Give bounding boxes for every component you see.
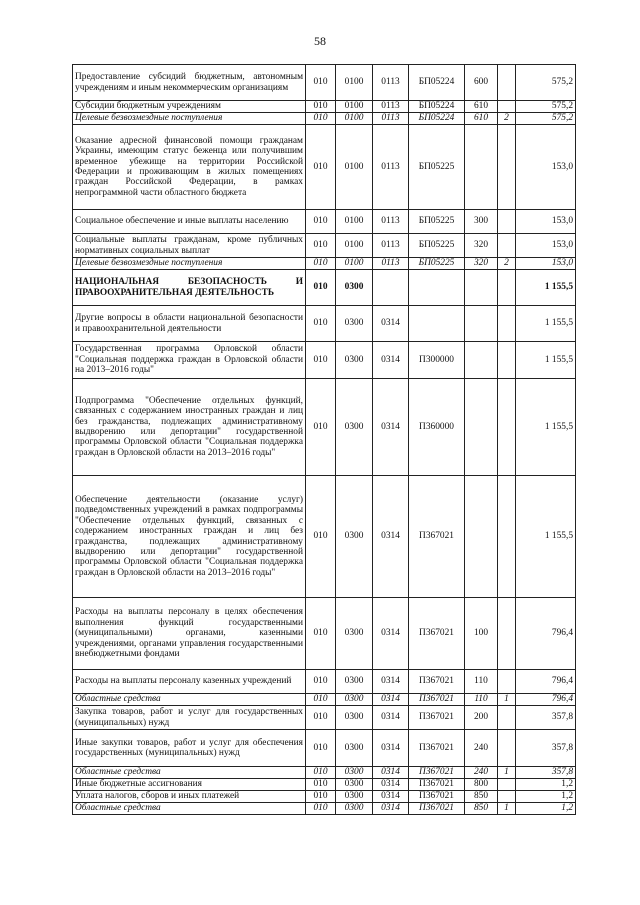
target-article-cell xyxy=(409,306,465,342)
amount-cell: 357,8 xyxy=(516,767,576,779)
subsection-code-cell: 0314 xyxy=(373,803,409,815)
source-code-cell xyxy=(498,598,516,670)
table-row xyxy=(73,767,576,779)
table-row xyxy=(73,306,576,342)
target-article-cell: П367021 xyxy=(409,476,465,598)
target-article-cell: БП05225 xyxy=(409,258,465,270)
target-article-cell: БП05224 xyxy=(409,65,465,101)
section-code-cell: 0300 xyxy=(336,270,373,306)
expense-type-cell: 100 xyxy=(465,598,498,670)
target-article-cell: БП05225 xyxy=(409,125,465,210)
page-number: 58 xyxy=(314,34,326,48)
amount-cell: 796,4 xyxy=(516,694,576,706)
admin-code-cell: 010 xyxy=(306,767,336,779)
admin-code-cell: 010 xyxy=(306,258,336,270)
section-code-cell: 0300 xyxy=(336,379,373,476)
row-name-cell: Социальное обеспечение и иные выплаты населению xyxy=(73,210,306,234)
subsection-code-cell: 0314 xyxy=(373,730,409,767)
amount-cell: 796,4 xyxy=(516,598,576,670)
amount-cell: 1,2 xyxy=(516,803,576,815)
amount-cell: 796,4 xyxy=(516,670,576,694)
table-row xyxy=(73,730,576,767)
source-code-cell xyxy=(498,706,516,730)
table-row xyxy=(73,125,576,210)
source-code-cell xyxy=(498,270,516,306)
section-code-cell: 0100 xyxy=(336,101,373,113)
row-name-cell: Иные бюджетные ассигнования xyxy=(73,779,306,791)
source-code-cell xyxy=(498,234,516,258)
amount-cell: 575,2 xyxy=(516,113,576,125)
expense-type-cell: 850 xyxy=(465,803,498,815)
row-name-cell: Целевые безвозмездные поступления xyxy=(73,113,306,125)
admin-code-cell: 010 xyxy=(306,598,336,670)
subsection-code-cell: 0113 xyxy=(373,65,409,101)
expense-type-cell xyxy=(465,476,498,598)
amount-cell: 1 155,5 xyxy=(516,306,576,342)
amount-cell: 1 155,5 xyxy=(516,476,576,598)
source-code-cell xyxy=(498,65,516,101)
target-article-cell: П367021 xyxy=(409,779,465,791)
target-article-cell: П367021 xyxy=(409,803,465,815)
row-name-cell: Обеспечение деятельности (оказание услуг) подведомственных учреждений в рамках подпрограммы "Обеспечение отдельных функций, связанных с содержанием иностранных граждан и лиц без гражданства, подлежащих административному выдворению или депортации" государственной программы Орловской области "Социальная поддержка граждан в Орловской области на 2013–2016 годы" xyxy=(73,476,306,598)
section-code-cell: 0300 xyxy=(336,730,373,767)
section-code-cell: 0300 xyxy=(336,694,373,706)
admin-code-cell: 010 xyxy=(306,379,336,476)
subsection-code-cell: 0314 xyxy=(373,779,409,791)
admin-code-cell: 010 xyxy=(306,803,336,815)
table-row xyxy=(73,113,576,125)
table-row xyxy=(73,779,576,791)
section-code-cell: 0300 xyxy=(336,306,373,342)
table-row xyxy=(73,598,576,670)
amount-cell: 153,0 xyxy=(516,234,576,258)
table-row xyxy=(73,234,576,258)
row-name-cell: Социальные выплаты гражданам, кроме публичных нормативных социальных выплат xyxy=(73,234,306,258)
subsection-code-cell: 0113 xyxy=(373,125,409,210)
expense-type-cell: 200 xyxy=(465,706,498,730)
expense-type-cell xyxy=(465,379,498,476)
source-code-cell xyxy=(498,379,516,476)
expense-type-cell: 300 xyxy=(465,210,498,234)
target-article-cell: БП05225 xyxy=(409,234,465,258)
target-article-cell: П367021 xyxy=(409,791,465,803)
table-row xyxy=(73,706,576,730)
budget-table-body xyxy=(73,65,576,815)
row-name-cell: Государственная программа Орловской области "Социальная поддержка граждан в Орловской области на 2013–2016 годы" xyxy=(73,342,306,379)
expense-type-cell: 610 xyxy=(465,113,498,125)
table-row xyxy=(73,694,576,706)
source-code-cell xyxy=(498,476,516,598)
section-code-cell: 0300 xyxy=(336,670,373,694)
expense-type-cell: 110 xyxy=(465,694,498,706)
admin-code-cell: 010 xyxy=(306,779,336,791)
expense-type-cell: 800 xyxy=(465,779,498,791)
target-article-cell: П367021 xyxy=(409,598,465,670)
admin-code-cell: 010 xyxy=(306,270,336,306)
table-row xyxy=(73,342,576,379)
section-code-cell: 0100 xyxy=(336,234,373,258)
admin-code-cell: 010 xyxy=(306,730,336,767)
expense-type-cell: 610 xyxy=(465,101,498,113)
source-code-cell xyxy=(498,210,516,234)
subsection-code-cell: 0113 xyxy=(373,234,409,258)
row-name-cell: Уплата налогов, сборов и иных платежей xyxy=(73,791,306,803)
source-code-cell: 1 xyxy=(498,694,516,706)
subsection-code-cell: 0314 xyxy=(373,476,409,598)
row-name-cell: Расходы на выплаты персоналу казенных учреждений xyxy=(73,670,306,694)
expense-type-cell: 240 xyxy=(465,767,498,779)
row-name-cell: Областные средства xyxy=(73,767,306,779)
subsection-code-cell: 0314 xyxy=(373,670,409,694)
expense-type-cell: 240 xyxy=(465,730,498,767)
subsection-code-cell: 0113 xyxy=(373,210,409,234)
table-row xyxy=(73,101,576,113)
admin-code-cell: 010 xyxy=(306,306,336,342)
admin-code-cell: 010 xyxy=(306,694,336,706)
amount-cell: 1,2 xyxy=(516,779,576,791)
admin-code-cell: 010 xyxy=(306,476,336,598)
subsection-code-cell: 0314 xyxy=(373,694,409,706)
source-code-cell xyxy=(498,730,516,767)
source-code-cell xyxy=(498,125,516,210)
expense-type-cell: 600 xyxy=(465,65,498,101)
section-code-cell: 0100 xyxy=(336,65,373,101)
amount-cell: 1,2 xyxy=(516,791,576,803)
expense-type-cell xyxy=(465,270,498,306)
admin-code-cell: 010 xyxy=(306,210,336,234)
section-code-cell: 0300 xyxy=(336,791,373,803)
amount-cell: 153,0 xyxy=(516,125,576,210)
subsection-code-cell: 0314 xyxy=(373,791,409,803)
target-article-cell: БП05225 xyxy=(409,210,465,234)
table-row xyxy=(73,258,576,270)
amount-cell: 1 155,5 xyxy=(516,379,576,476)
subsection-code-cell: 0314 xyxy=(373,379,409,476)
source-code-cell: 1 xyxy=(498,803,516,815)
row-name-cell: Субсидии бюджетным учреждениям xyxy=(73,101,306,113)
row-name-cell: НАЦИОНАЛЬНАЯ БЕЗОПАСНОСТЬ И ПРАВООХРАНИТЕЛЬНАЯ ДЕЯТЕЛЬНОСТЬ xyxy=(73,270,306,306)
budget-table xyxy=(72,64,576,815)
amount-cell: 1 155,5 xyxy=(516,270,576,306)
subsection-code-cell: 0314 xyxy=(373,342,409,379)
section-code-cell: 0300 xyxy=(336,779,373,791)
section-code-cell: 0300 xyxy=(336,476,373,598)
row-name-cell: Оказание адресной финансовой помощи гражданам Украины, имеющим статус беженца или получившим временное убежище на территории Российской Федерации и проживающим в жилых помещениях граждан Российской Федерации, в рамках непрограммной части областного бюджета xyxy=(73,125,306,210)
table-row xyxy=(73,803,576,815)
admin-code-cell: 010 xyxy=(306,113,336,125)
target-article-cell: П367021 xyxy=(409,730,465,767)
target-article-cell: П367021 xyxy=(409,670,465,694)
table-row xyxy=(73,791,576,803)
source-code-cell xyxy=(498,779,516,791)
subsection-code-cell: 0314 xyxy=(373,706,409,730)
expense-type-cell: 320 xyxy=(465,258,498,270)
admin-code-cell: 010 xyxy=(306,791,336,803)
target-article-cell: П300000 xyxy=(409,342,465,379)
section-code-cell: 0100 xyxy=(336,258,373,270)
row-name-cell: Расходы на выплаты персоналу в целях обеспечения выполнения функций государственными (муниципальными) органами, казенными учреждениями, органами управления государственными внебюджетными фондами xyxy=(73,598,306,670)
section-code-cell: 0300 xyxy=(336,706,373,730)
target-article-cell: БП05224 xyxy=(409,101,465,113)
amount-cell: 1 155,5 xyxy=(516,342,576,379)
source-code-cell xyxy=(498,791,516,803)
amount-cell: 357,8 xyxy=(516,730,576,767)
expense-type-cell: 850 xyxy=(465,791,498,803)
row-name-cell: Подпрограмма "Обеспечение отдельных функций, связанных с содержанием иностранных граждан и лиц без гражданства, подлежащих административному выдворению или депортации" государственной программы Орловской области "Социальная поддержка граждан в Орловской области на 2013–2016 годы" xyxy=(73,379,306,476)
expense-type-cell xyxy=(465,342,498,379)
row-name-cell: Целевые безвозмездные поступления xyxy=(73,258,306,270)
section-code-cell: 0300 xyxy=(336,803,373,815)
target-article-cell: П360000 xyxy=(409,379,465,476)
amount-cell: 153,0 xyxy=(516,210,576,234)
table-row xyxy=(73,270,576,306)
target-article-cell: П367021 xyxy=(409,706,465,730)
subsection-code-cell: 0314 xyxy=(373,598,409,670)
section-code-cell: 0100 xyxy=(336,125,373,210)
table-row xyxy=(73,65,576,101)
expense-type-cell: 320 xyxy=(465,234,498,258)
subsection-code-cell: 0113 xyxy=(373,258,409,270)
expense-type-cell: 110 xyxy=(465,670,498,694)
expense-type-cell xyxy=(465,125,498,210)
amount-cell: 575,2 xyxy=(516,101,576,113)
admin-code-cell: 010 xyxy=(306,125,336,210)
target-article-cell: П367021 xyxy=(409,767,465,779)
row-name-cell: Областные средства xyxy=(73,694,306,706)
section-code-cell: 0100 xyxy=(336,210,373,234)
amount-cell: 357,8 xyxy=(516,706,576,730)
section-code-cell: 0100 xyxy=(336,113,373,125)
subsection-code-cell: 0314 xyxy=(373,767,409,779)
source-code-cell: 2 xyxy=(498,113,516,125)
subsection-code-cell xyxy=(373,270,409,306)
row-name-cell: Закупка товаров, работ и услуг для государственных (муниципальных) нужд xyxy=(73,706,306,730)
source-code-cell xyxy=(498,670,516,694)
admin-code-cell: 010 xyxy=(306,670,336,694)
target-article-cell: БП05224 xyxy=(409,113,465,125)
source-code-cell: 2 xyxy=(498,258,516,270)
expense-type-cell xyxy=(465,306,498,342)
table-row xyxy=(73,476,576,598)
admin-code-cell: 010 xyxy=(306,706,336,730)
row-name-cell: Областные средства xyxy=(73,803,306,815)
admin-code-cell: 010 xyxy=(306,342,336,379)
subsection-code-cell: 0113 xyxy=(373,101,409,113)
row-name-cell: Другие вопросы в области национальной безопасности и правоохранительной деятельности xyxy=(73,306,306,342)
row-name-cell: Иные закупки товаров, работ и услуг для обеспечения государственных (муниципальных) нужд xyxy=(73,730,306,767)
subsection-code-cell: 0314 xyxy=(373,306,409,342)
source-code-cell xyxy=(498,342,516,379)
admin-code-cell: 010 xyxy=(306,65,336,101)
source-code-cell xyxy=(498,101,516,113)
section-code-cell: 0300 xyxy=(336,767,373,779)
table-row xyxy=(73,210,576,234)
amount-cell: 153,0 xyxy=(516,258,576,270)
source-code-cell: 1 xyxy=(498,767,516,779)
amount-cell: 575,2 xyxy=(516,65,576,101)
target-article-cell xyxy=(409,270,465,306)
admin-code-cell: 010 xyxy=(306,234,336,258)
row-name-cell: Предоставление субсидий бюджетным, автономным учреждениям и иным некоммерческим организациям xyxy=(73,65,306,101)
admin-code-cell: 010 xyxy=(306,101,336,113)
subsection-code-cell: 0113 xyxy=(373,113,409,125)
section-code-cell: 0300 xyxy=(336,598,373,670)
section-code-cell: 0300 xyxy=(336,342,373,379)
table-row xyxy=(73,379,576,476)
table-row xyxy=(73,670,576,694)
source-code-cell xyxy=(498,306,516,342)
target-article-cell: П367021 xyxy=(409,694,465,706)
